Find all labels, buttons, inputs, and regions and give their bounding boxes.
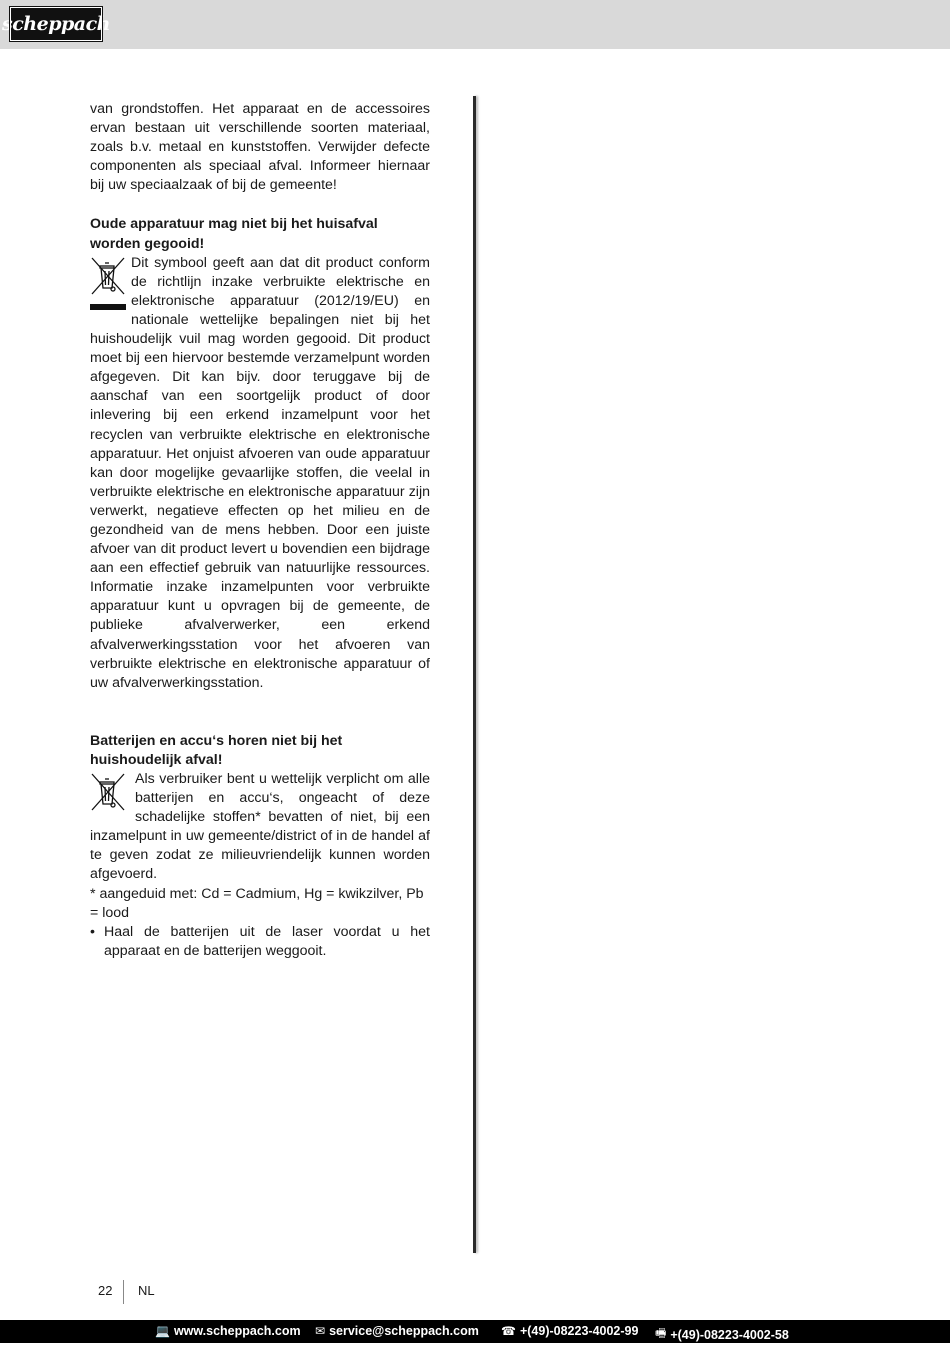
bullet-marker: • [90, 923, 95, 940]
computer-icon: 💻 [155, 1324, 170, 1338]
intro-paragraph: van grondstoffen. Het apparaat en de accessoires ervan bestaan uit verschillende soorten materiaal, zoals b.v. metaal en kunststoffen. Verwijder defecte componenten als speciaal afval. Informeer hiernaar bij uw speciaalzaak of bij de gemeente! [90, 101, 430, 194]
logo-text: scheppach [2, 13, 110, 35]
scheppach-logo [2, 7, 110, 41]
weee-paragraph: Dit symbool geeft aan dat dit product conform de richtlijn inzake verbruikte elektrische en elektronische apparatuur (2012/19/EU) en nationale wettelijke bepalingen niet bij het huishoudelijk vuil mag worden gegooid. Dit product moet bij een hiervoor bestemde verzamelpunt worden afgegeven. Dit kan bijv. door teruggave bij de aanschaf van een soortgelijk product of door inlevering bij een erkend inzamelpunt voor het recyclen van verbruikte elektrische en elektronische apparatuur. Het onjuist afvoeren van oude apparatuur kan door mogelijke gevaarlijke stoffen, die veelal in verbruikte elektrische en elektronische apparatuur zijn verwerkt, negatieve effecten op het milieu en de gezondheid van de mens hebben. Door een juiste afvoer van dit product levert u bovendien een bijdrage aan een effectief gebruik van natuurlijke ressources. Informatie inzake inzamelpunten voor verbruikte apparatuur kunt u opvragen bij de gemeente, de publieke afvalverwerker, een erkend afvalverwerkingsstation voor het afvoeren van verbruikte elektrische en elektronische apparatuur of uw afvalverwerkingsstation. [90, 254, 430, 691]
language-code: NL [138, 1283, 155, 1298]
footer-phone [501, 1324, 638, 1338]
website-text: www.scheppach.com [173, 1324, 301, 1338]
footer-bar [0, 1320, 950, 1343]
text-column [90, 100, 430, 961]
weee-bar [90, 304, 126, 310]
batteries-paragraph: Als verbruiker bent u wettelijk verplicht om alle batterijen en accu‘s, ongeacht of deze schadelijke stoffen* bevatten of niet, bij een inzamelpunt in uw gemeente/district of in de handel af te geven zodat ze milieuvriendelijk kunnen worden afgevoerd. [90, 771, 430, 883]
fax-icon: 🖷 [655, 1326, 667, 1340]
crossed-bin-icon [90, 772, 126, 812]
footer-website[interactable] [155, 1324, 301, 1338]
bullet-text: Haal de batterijen uit de laser voordat u het apparaat en de batterijen weggooit. [104, 923, 430, 959]
column-divider [473, 96, 476, 1253]
bullet-list-item [90, 923, 430, 961]
page-number: 22 [98, 1283, 113, 1298]
weee-heading: Oude apparatuur mag niet bij het huisafval worden gegooid! [90, 216, 378, 252]
email-text: service@scheppach.com [329, 1324, 479, 1338]
batteries-heading: Batterijen en accu‘s horen niet bij het huishoudelijk afval! [90, 732, 343, 768]
weee-symbol [90, 256, 127, 316]
phone-icon: ☎ [501, 1324, 516, 1338]
fax-text: +(49)-08223-4002-58 [670, 1327, 789, 1342]
mail-icon: ✉ [315, 1324, 326, 1338]
battery-symbol [90, 772, 127, 812]
phone-text: +(49)-08223-4002-99 [519, 1324, 639, 1338]
marked-note: * aangeduid met: Cd = Cadmium, Hg = kwikzilver, Pb = lood [90, 885, 424, 921]
footer-fax [655, 1324, 789, 1345]
crossed-bin-icon [90, 256, 126, 296]
page-separator [123, 1280, 124, 1304]
header-bar [0, 0, 950, 49]
footer-email[interactable] [315, 1324, 479, 1338]
